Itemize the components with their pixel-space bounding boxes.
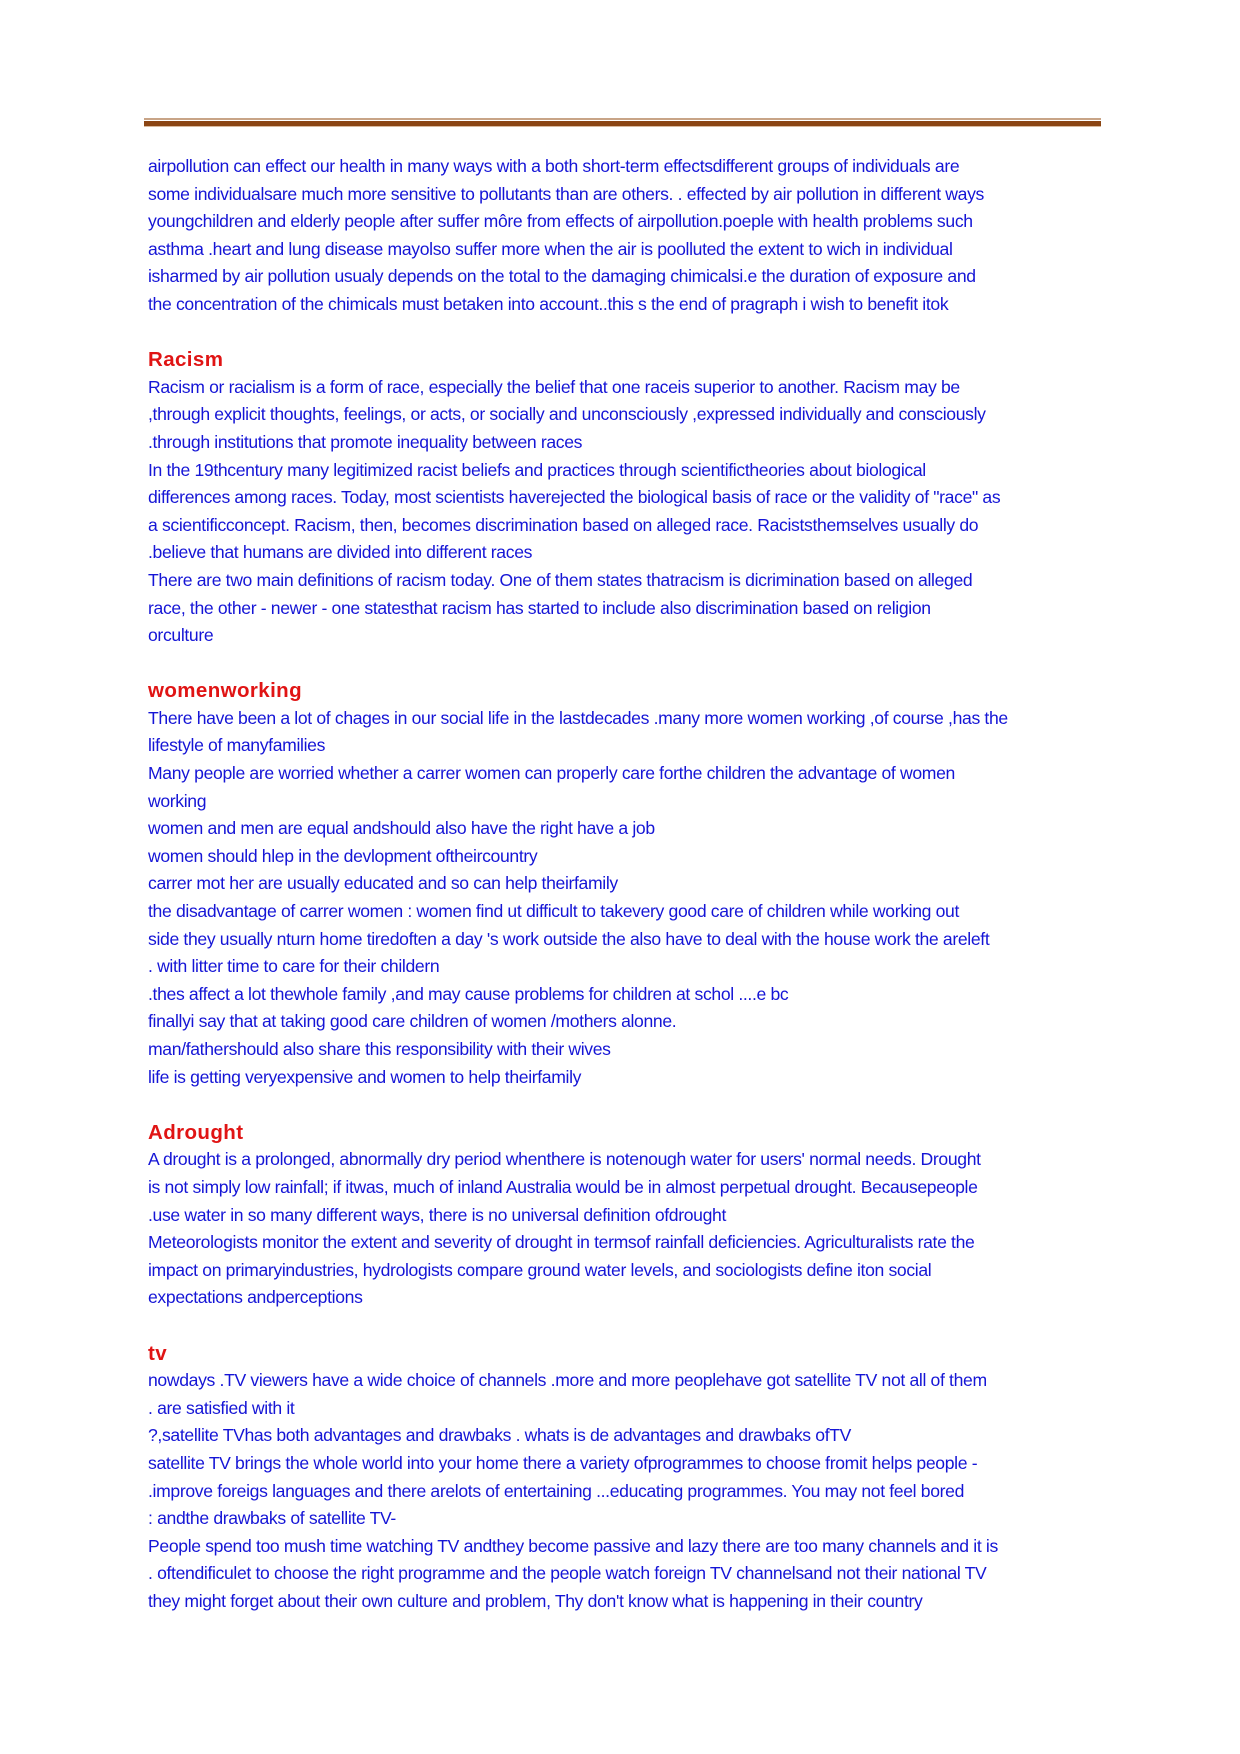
text-line: airpollution can effect our health in many ways with a both short-term effectsdifferent groups of individuals are [148,156,960,176]
text-line: expectations andperceptions [148,1287,363,1308]
section-racism [148,346,1098,650]
text-line: carrer mot her are usually educated and so can help theirfamily [148,873,618,894]
text-line: the concentration of the chimicals must betaken into account..this s the end of pragraph i wish to benefit itok [148,293,949,314]
text-line: is not simply low rainfall; if itwas, much of inland Australia would be in almost perpetual drought. Becausepeople [148,1176,978,1197]
text-line: side they usually nturn home tiredoften a day 's work outside the also have to deal with the house work the areleft [148,928,990,949]
text-line: A drought is a prolonged, abnormally dry period whenthere is notenough water for users' normal needs. Drought [148,1149,981,1170]
text-line: race, the other - newer - one statesthat racism has started to include also discrimination based on religion [148,597,931,618]
text-line: women should hlep in the devlopment oftheircountry [148,845,538,866]
text-line: . with litter time to care for their childern [148,956,440,977]
text-line: There have been a lot of chages in our social life in the lastdecades .many more women working ,of course ,has the [148,707,1008,728]
text-line: .believe that humans are divided into different races [148,542,533,563]
text-line: man/fathershould also share this responsibility with their wives [148,1039,611,1059]
text-line: Racism or racialism is a form of race, especially the belief that one raceis superior to another. Racism may be [148,376,960,397]
text-line: In the 19thcentury many legitimized racist beliefs and practices through scientifictheories about biological [148,459,926,480]
text-line: isharmed by air pollution usualy depends on the total to the damaging chimicalsi.e the duration of exposure and [148,266,976,287]
text-line: lifestyle of manyfamilies [148,735,326,756]
text-line: working [148,790,207,811]
text-line: women and men are equal andshould also have the right have a job [148,818,655,839]
intro-paragraph [148,153,1098,319]
section-heading: tv [148,1341,168,1365]
section-drought [148,1119,1098,1312]
text-line: a scientificconcept. Racism, then, becomes discrimination based on alleged race. Raciststhemselves usually do [148,514,979,535]
text-line: : andthe drawbaks of satellite TV- [148,1508,396,1529]
text-line: People spend too mush time watching TV andthey become passive and lazy there are too many channels and it is [148,1535,998,1556]
text-line: the disadvantage of carrer women : women find ut difficult to takevery good care of children while working out [148,901,960,922]
header-rule [144,118,1101,127]
text-line: ,through explicit thoughts, feelings, or acts, or socially and unconsciously ,expressed individually and consciously [148,404,986,425]
text-line: impact on primaryindustries, hydrologists compare ground water levels, and sociologists define iton social [148,1259,932,1280]
text-line: Many people are worried whether a carrer women can properly care forthe children the advantage of women [148,763,955,784]
text-line: ?,satellite TVhas both advantages and drawbaks . whats is de advantages and drawbaks ofTV [148,1425,852,1446]
text-line: life is getting veryexpensive and women to help theirfamily [148,1066,582,1087]
text-line: Meteorologists monitor the extent and severity of drought in termsof rainfall deficiencies. Agriculturalists rate the [148,1232,975,1253]
text-line: finallyi say that at taking good care children of women /mothers alonne. [148,1011,677,1032]
text-line: differences among races. Today, most scientists haverejected the biological basis of race or the validity of "race" as [148,487,1001,508]
text-line: There are two main definitions of racism today. One of them states thatracism is dicrimination based on alleged [148,569,973,590]
text-line: . oftendificulet to choose the right programme and the people watch foreign TV channelsand not their national TV [148,1563,987,1584]
document-body [148,153,1098,1615]
section-heading: Racism [148,348,224,372]
text-line: some individualsare much more sensitive to pollutants than are others. . effected by air pollution in different ways [148,183,984,204]
text-line: asthma .heart and lung disease mayolso suffer more when the air is poolluted the extent to wich in individual [148,238,953,259]
text-line: they might forget about their own culture and problem, Thy don't know what is happening in their country [148,1590,923,1611]
text-line: nowdays .TV viewers have a wide choice of channels .more and more peoplehave got satellite TV not all of them [148,1370,987,1391]
section-tv [148,1340,1098,1616]
text-line: .thes affect a lot thewhole family ,and may cause problems for children at schol ....e bc [148,983,789,1004]
text-line: .through institutions that promote inequality between races [148,431,583,452]
text-line: orculture [148,625,214,646]
section-heading: womenworking [148,679,303,703]
text-line: . are satisfied with it [148,1397,295,1418]
text-line: satellite TV brings the whole world into your home there a variety ofprogrammes to choose fromit helps people - [148,1452,978,1473]
text-line: .use water in so many different ways, there is no universal definition ofdrought [148,1204,727,1225]
section-heading: Adrought [148,1120,244,1144]
section-women-working [148,677,1098,1091]
text-line: youngchildren and elderly people after suffer môre from effects of airpollution.poeple with health problems such [148,211,973,232]
text-line: .improve foreigs languages and there arelots of entertaining ...educating programmes. You may not feel bored [148,1480,965,1501]
